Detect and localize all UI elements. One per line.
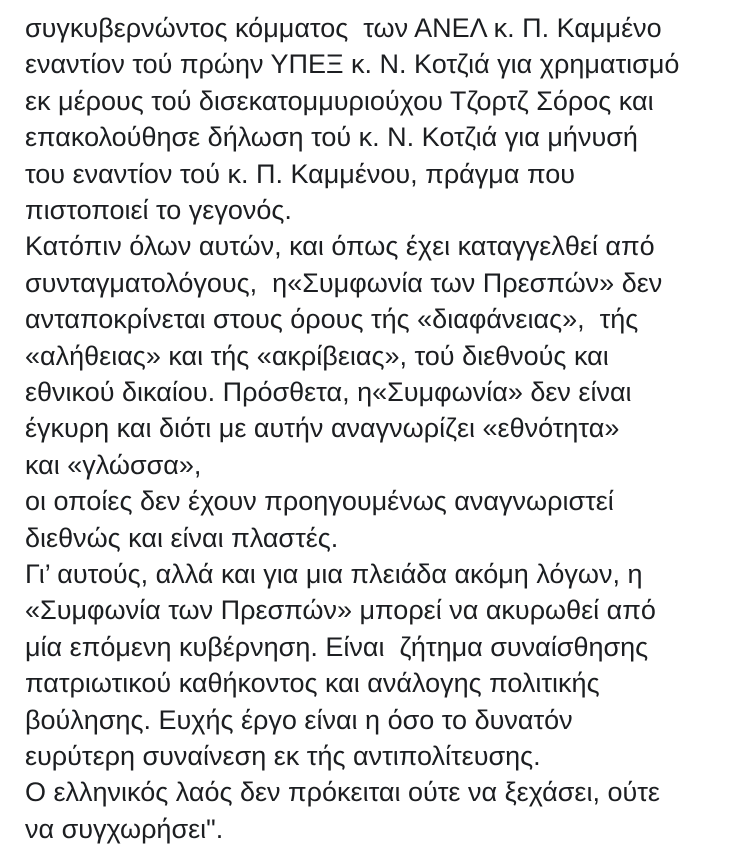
text-line: εκ μέρους τού δισεκατομμυριούχου Τζορτζ Σόρος και (25, 85, 654, 116)
text-line: συγκυβερνώντος κόμματος των ΑΝΕΛ κ. Π. Καμμένο (25, 13, 662, 43)
text-line: συνταγματολόγους, η«Συμφωνία των Πρεσπών» δεν (25, 267, 663, 298)
text-line: Γι’ αυτούς, αλλά και για μια πλειάδα ακόμη λόγων, η (25, 559, 643, 589)
text-line: Κατόπιν όλων αυτών, και όπως έχει καταγγελθεί από (25, 231, 655, 262)
text-line: πατριωτικού καθήκοντος και ανάλογης πολιτικής (25, 668, 600, 699)
text-line: μία επόμενη κυβέρνηση. Είναι ζήτημα συναίσθησης (25, 631, 649, 662)
text-line: «αλήθειας» και τής «ακρίβειας», τού διεθνούς και (25, 340, 609, 371)
text-line: βούλησης. Ευχής έργο είναι η όσο το δυνατόν (25, 704, 573, 735)
text-line: έγκυρη και διότι με αυτήν αναγνωρίζει «εθνότητα» (25, 413, 620, 444)
text-line: εναντίον τού πρώην ΥΠΕΞ κ. Ν. Κοτζιά για χρηματισμό (25, 49, 680, 80)
text-line: εθνικού δικαίου. Πρόσθετα, η«Συμφωνία» δεν είναι (25, 377, 632, 407)
text-line: Ο ελληνικός λαός δεν πρόκειται ούτε να ξεχάσει, ούτε (25, 777, 660, 808)
text-line: επακολούθησε δήλωση τού κ. Ν. Κοτζιά για μήνυσή (25, 122, 638, 153)
text-line: και «γλώσσα», (25, 449, 202, 480)
text-line: ευρύτερη συναίνεση εκ τής αντιπολίτευσης. (25, 741, 541, 771)
text-line: του εναντίον τού κ. Π. Καμμένου, πράγμα που (25, 158, 575, 189)
text-line: «Συμφωνία των Πρεσπών» μπορεί να ακυρωθεί από (25, 595, 656, 626)
text-line: να συγχωρήσει". (25, 813, 224, 844)
text-line: διεθνώς και είναι πλαστές. (25, 522, 339, 553)
text-line: πιστοποιεί το γεγονός. (25, 195, 292, 225)
text-line: ανταποκρίνεται στους όρους τής «διαφάνειας», τής (25, 304, 639, 335)
text-line: οι οποίες δεν έχουν προηγουμένως αναγνωριστεί (25, 486, 614, 517)
